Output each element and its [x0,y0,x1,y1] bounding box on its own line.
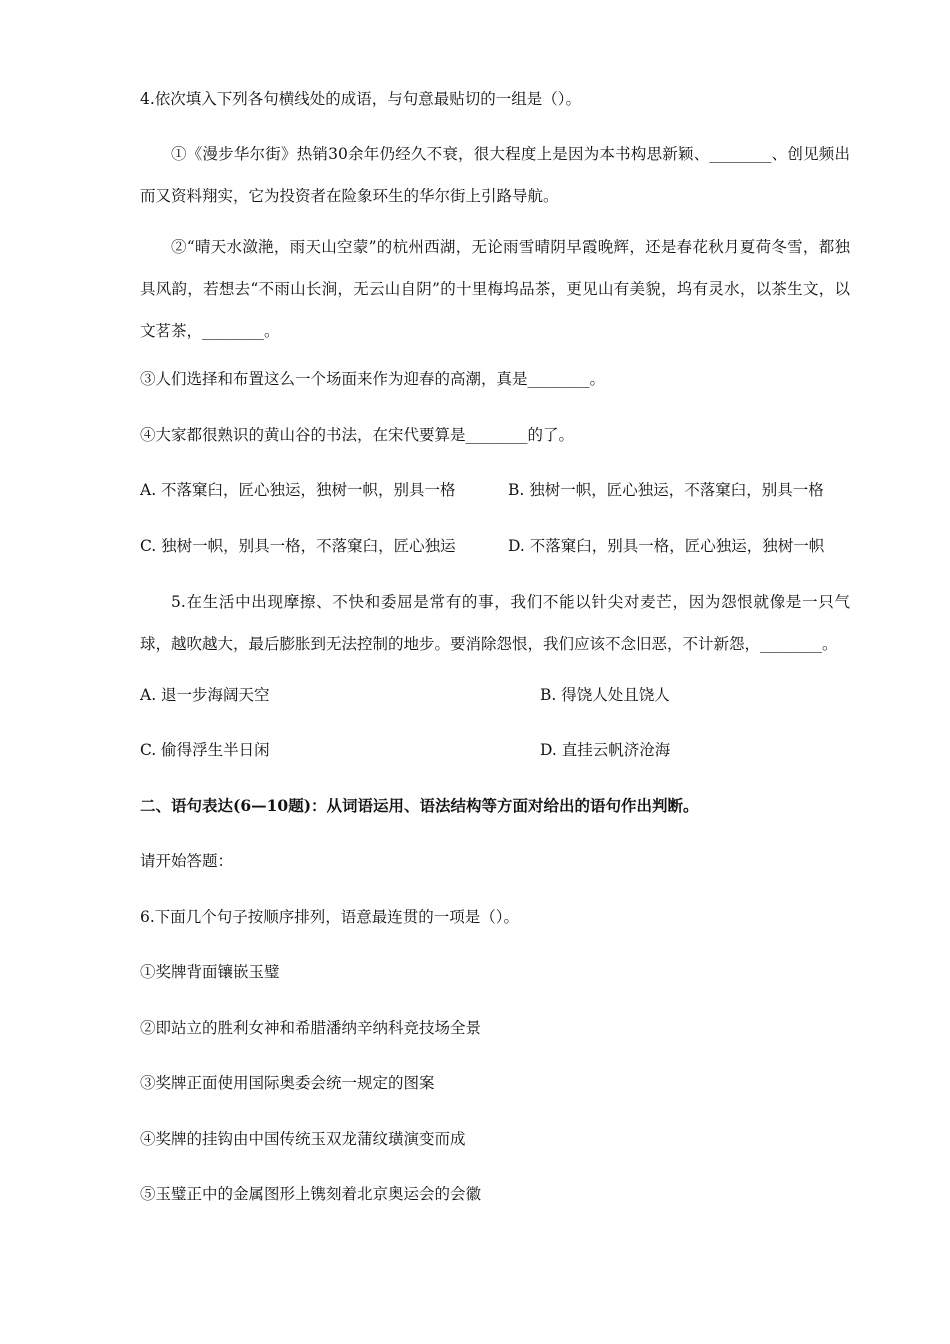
q5-option-d: D. 直挂云帆济沧海 [540,741,671,759]
q4-option-a: A. 不落窠臼，匠心独运，独树一帜，别具一格 [140,481,456,499]
q4-sentence-4: ④大家都很熟识的黄山谷的书法，在宋代要算是________的了。 [140,426,575,444]
q6-item-5: ⑤玉璧正中的金属图形上镌刻着北京奥运会的会徽 [140,1185,482,1203]
q4-sentence-3: ③人们选择和布置这么一个场面来作为迎春的高潮，真是________。 [140,370,606,388]
q6-stem: 6.下面几个句子按顺序排列，语意最连贯的一项是（）。 [140,908,520,926]
q6-item-1: ①奖牌背面镶嵌玉璧 [140,963,280,981]
q4-sentence-2: ②“晴天水潋滟，雨天山空蒙”的杭州西湖，无论雨雪晴阴早霞晚辉，还是春花秋月夏荷冬雪，都独具风韵，若想去“不雨山长涧，无云山自阴”的十里梅坞品茶，更见山有美貌，坞有灵水，以茶生文，以文茗茶，________。 [140,238,850,340]
q5-option-a: A. 退一步海阔天空 [140,686,270,704]
q4-option-c: C. 独树一帜，别具一格，不落窠臼，匠心独运 [140,537,456,555]
section-2-heading: 二、语句表达(6—10题)：从词语运用、语法结构等方面对给出的语句作出判断。 [140,796,699,815]
q6-item-3: ③奖牌正面使用国际奥委会统一规定的图案 [140,1074,435,1092]
section-2-start: 请开始答题： [140,852,234,870]
q6-item-2: ②即站立的胜利女神和希腊潘纳辛纳科竞技场全景 [140,1019,482,1037]
q4-sentence-1: ①《漫步华尔街》热销30余年仍经久不衰，很大程度上是因为本书构思新颖、________、创见频出而又资料翔实，它为投资者在险象环生的华尔街上引路导航。 [140,145,850,205]
q5-stem: 5.在生活中出现摩擦、不快和委屈是常有的事，我们不能以针尖对麦芒，因为怨恨就像是一只气球，越吹越大，最后膨胀到无法控制的地步。要消除怨恨，我们应该不念旧恶，不计新怨，________。 [140,593,850,653]
q5-option-c: C. 偷得浮生半日闲 [140,741,270,759]
q5-option-b: B. 得饶人处且饶人 [540,686,670,704]
q4-option-b: B. 独树一帜，匠心独运，不落窠臼，别具一格 [508,481,824,499]
q4-option-d: D. 不落窠臼，别具一格，匠心独运，独树一帜 [508,537,825,555]
q4-stem: 4.依次填入下列各句横线处的成语，与句意最贴切的一组是（）。 [140,90,582,108]
q6-item-4: ④奖牌的挂钩由中国传统玉双龙蒲纹璜演变而成 [140,1130,466,1148]
